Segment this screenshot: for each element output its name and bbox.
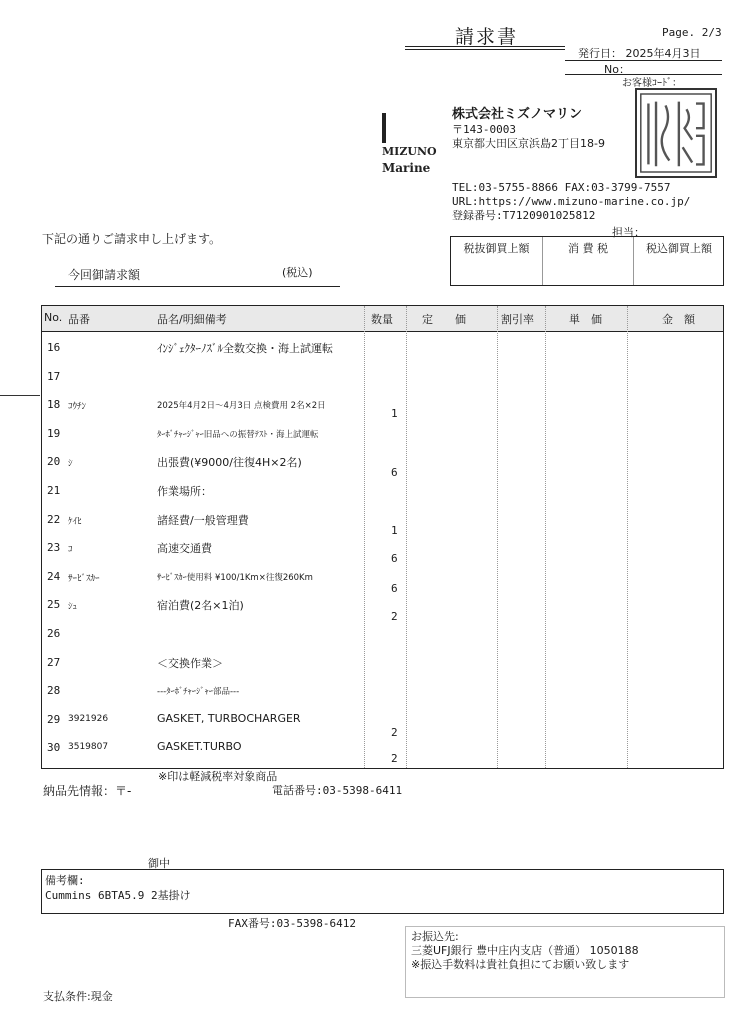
row-number: 23 <box>47 541 61 555</box>
request-amount-label: 今回御請求額 <box>68 268 141 282</box>
issue-date-line <box>565 60 722 61</box>
table-row <box>42 447 723 475</box>
company-postal: 〒143-0003 <box>452 123 516 136</box>
row-description: 2025年4月2日～4月3日 点検費用 2名×2日 <box>157 401 326 412</box>
table-row <box>42 705 723 733</box>
company-contact <box>452 181 690 223</box>
table-header <box>42 306 723 332</box>
table-row <box>42 505 723 533</box>
row-number: 25 <box>47 598 61 612</box>
row-description: ＜交換作業＞ <box>157 656 223 670</box>
row-description: ｻｰﾋﾞｽｶｰ使用料 ¥100/1Km×往復260Km <box>157 572 313 583</box>
row-code: ｺ <box>68 545 73 556</box>
delivery-tel: 電話番号:03-5398-6411 <box>272 784 403 797</box>
row-quantity: 1 <box>391 524 398 537</box>
header-unit-price: 単 価 <box>569 313 602 326</box>
row-number: 22 <box>47 512 61 526</box>
row-code: ｻｰﾋﾞｽｶｰ <box>68 573 100 584</box>
title-underline <box>405 46 565 47</box>
table-row <box>42 619 723 647</box>
row-code: ｼｭ <box>68 602 78 613</box>
row-quantity: 1 <box>391 407 398 420</box>
request-amount-line <box>55 286 340 287</box>
row-quantity: 6 <box>391 552 398 565</box>
table-row <box>42 733 723 761</box>
row-number: 26 <box>47 627 61 640</box>
row-number: 21 <box>47 484 61 497</box>
document-title: 請求書 <box>455 26 519 48</box>
company-registration: 登録番号:T7120901025812 <box>452 209 596 222</box>
table-row <box>42 562 723 590</box>
row-code: 3921926 <box>68 713 109 724</box>
company-tel-fax: TEL:03-5755-8866 FAX:03-3799-7557 <box>452 181 671 194</box>
issue-date: 発行日： 2025年4月3日 <box>578 47 701 60</box>
row-quantity: 2 <box>391 752 398 765</box>
row-number: 29 <box>47 712 61 726</box>
company-seal-stamp <box>635 88 717 178</box>
customer-code: お客様ｺｰﾄﾞ： <box>622 78 682 89</box>
row-description: 作業場所： <box>157 485 212 498</box>
summary-box <box>450 236 724 286</box>
row-description: ｲﾝｼﾞｪｸﾀｰﾉｽﾞﾙ全数交換・海上試運転 <box>157 342 333 355</box>
row-description: ---ﾀｰﾎﾞﾁｬｰｼﾞｬｰ部品--- <box>157 687 240 698</box>
company-logo <box>382 113 437 175</box>
bank-label: お振込先: <box>411 930 459 943</box>
row-code: 3519807 <box>68 742 109 753</box>
row-code: ｹｲﾋ <box>68 516 82 527</box>
table-row <box>42 590 723 618</box>
row-quantity: 6 <box>391 582 398 595</box>
margin-mark <box>0 395 40 396</box>
remarks-box <box>41 869 724 914</box>
remarks-label: 備考欄: <box>45 874 85 887</box>
row-number: 28 <box>47 684 61 698</box>
logo-top-text: MIZUNO <box>382 145 437 158</box>
row-description: 高速交通費 <box>157 542 212 556</box>
company-url: URL:https://www.mizuno-marine.co.jp/ <box>452 195 691 208</box>
row-number: 19 <box>47 426 61 440</box>
header-discount: 割引率 <box>501 313 534 326</box>
row-description: GASKET, TURBOCHARGER <box>157 711 301 725</box>
row-number: 27 <box>47 655 61 669</box>
company-address: 東京都大田区京浜島2丁目18-9 <box>452 137 605 150</box>
table-row <box>42 333 723 361</box>
row-quantity: 2 <box>391 610 398 623</box>
row-number: 17 <box>47 369 61 383</box>
invoice-number: No： <box>604 63 630 76</box>
payment-terms: 支払条件:現金 <box>43 990 113 1003</box>
header-no: No. <box>44 311 63 324</box>
row-number: 18 <box>47 398 61 412</box>
seal-graphic <box>637 90 715 176</box>
row-description: 出張費(¥9000/往復4H×2名) <box>157 456 302 470</box>
summary-header-subtotal: 税抜御買上額 <box>451 237 543 285</box>
row-description: GASKET.TURBO <box>157 740 242 754</box>
invoice-table <box>41 305 724 769</box>
row-description: 宿泊費(2名×1泊) <box>157 599 244 613</box>
table-row <box>42 648 723 676</box>
company-name: 株式会社ミズノマリン <box>452 107 583 122</box>
tax-included-note: (税込) <box>282 266 313 279</box>
table-row <box>42 390 723 418</box>
row-quantity: 2 <box>391 726 398 739</box>
summary-header-tax: 消 費 税 <box>543 237 634 285</box>
bank-transfer-box <box>405 926 725 998</box>
title-underline-2 <box>405 49 565 50</box>
table-row <box>42 533 723 561</box>
row-code: ｺｳﾁﾝ <box>68 402 87 413</box>
contact-person: 担当： <box>612 226 645 239</box>
remarks-text: Cummins 6BTA5.9 2基掛け <box>45 889 191 902</box>
header-list-price: 定 価 <box>422 313 466 326</box>
bank-note: ※振込手数料は貴社負担にてお願い致します <box>411 958 630 971</box>
table-row <box>42 362 723 390</box>
row-number: 24 <box>47 569 61 583</box>
header-qty: 数量 <box>371 313 393 326</box>
table-row <box>42 419 723 447</box>
page-number: Page. 2/3 <box>662 26 722 39</box>
bank-account: 三菱UFJ銀行 豊中庄内支店（普通） 1050188 <box>411 944 639 957</box>
row-description: ﾀｰﾎﾞﾁｬｰｼﾞｬｰ旧品への振替ﾃｽﾄ・海上試運転 <box>157 429 319 440</box>
row-number: 30 <box>47 741 61 755</box>
row-number: 20 <box>47 455 61 469</box>
table-row <box>42 476 723 504</box>
header-code: 品番 <box>68 313 90 326</box>
header-desc: 品名/明細備考 <box>157 313 227 326</box>
logo-bottom-text: Marine <box>382 161 431 175</box>
row-number: 16 <box>47 341 61 354</box>
row-code: ｼ <box>68 459 73 470</box>
header-amount: 金 額 <box>662 313 695 326</box>
table-row <box>42 676 723 704</box>
reduced-tax-footnote: ※印は軽減税率対象商品 <box>158 770 278 783</box>
greeting-text: 下記の通りご請求申し上げます。 <box>42 232 222 246</box>
onchu-label: 御中 <box>148 857 170 870</box>
summary-header-total: 税込御買上額 <box>646 242 712 255</box>
delivery-info: 納品先情報：〒- <box>43 784 132 798</box>
delivery-fax: FAX番号:03-5398-6412 <box>228 917 356 930</box>
row-quantity: 6 <box>391 466 398 479</box>
row-description: 諸経費/一般管理費 <box>157 513 249 527</box>
